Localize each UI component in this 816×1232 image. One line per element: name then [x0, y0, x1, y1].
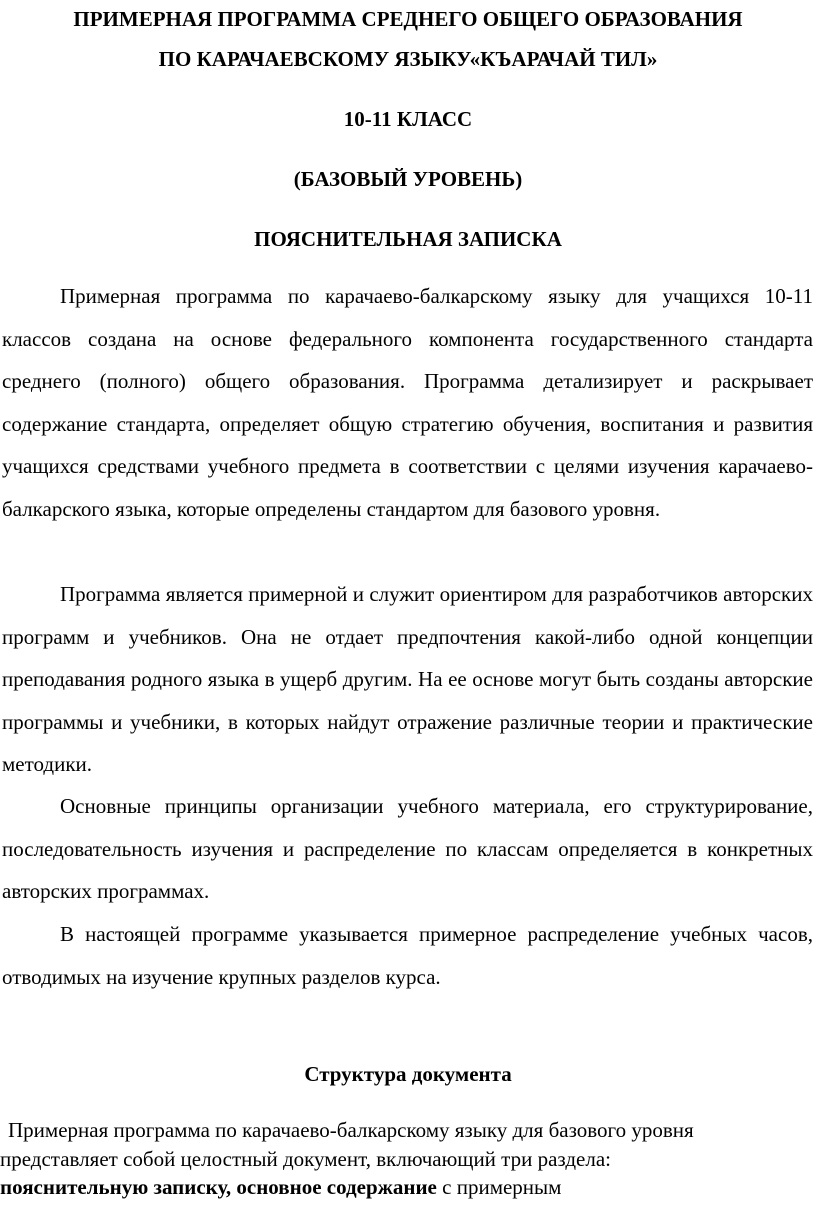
structure-text: Примерная программа по карачаево-балкарскому языку для базового уровня представляет собой целостный документ, включающий три раздела:: [0, 1118, 694, 1171]
document-title-line2: ПО КАРАЧАЕВСКОМУ ЯЗЫКУ«КЪАРАЧАЙ ТИЛ»: [158, 47, 658, 71]
structure-tail-text: с примерным: [436, 1175, 562, 1199]
paragraph-structure: [0, 1116, 812, 1202]
paragraph-intro: Примерная программа по карачаево-балкарскому языку для учащихся 10-11 классов создана на основе федерального компонента государственного стандарта среднего (полного) общего образования. Программа детализирует и раскрывает содержание стандарта, определяет общую стратегию обучения, воспитания и развития учащихся средствами учебного предмета в соответствии с целями изучения карачаево-балкарского языка, которые определены стандартом для базового уровня.: [2, 284, 813, 521]
paragraph-hours: В настоящей программе указывается примерное распределение учебных часов, отводимых на изучение крупных разделов курса.: [2, 922, 813, 989]
level-heading: (БАЗОВЫЙ УРОВЕНЬ): [293, 167, 523, 191]
section-heading: ПОЯСНИТЕЛЬНАЯ ЗАПИСКА: [254, 227, 562, 251]
document-title-line1: ПРИМЕРНАЯ ПРОГРАММА СРЕДНЕГО ОБЩЕГО ОБРАЗОВАНИЯ: [73, 7, 743, 31]
paragraph-principles: Основные принципы организации учебного материала, его структурирование, последовательность изучения и распределение по классам определяется в конкретных авторских программах.: [2, 794, 813, 904]
paragraph-purpose: Программа является примерной и служит ориентиром для разработчиков авторских программ и учебников. Она не отдает предпочтения какой-либо одной концепции преподавания родного языка в ущерб другим. На ее основе могут быть созданы авторские программы и учебники, в которых найдут отражение различные теории и практические методики.: [2, 582, 813, 777]
structure-heading: Структура документа: [304, 1062, 512, 1086]
grade-heading: 10-11 КЛАСС: [343, 107, 473, 131]
structure-bold-text: пояснительную записку, основное содержание: [0, 1175, 437, 1199]
